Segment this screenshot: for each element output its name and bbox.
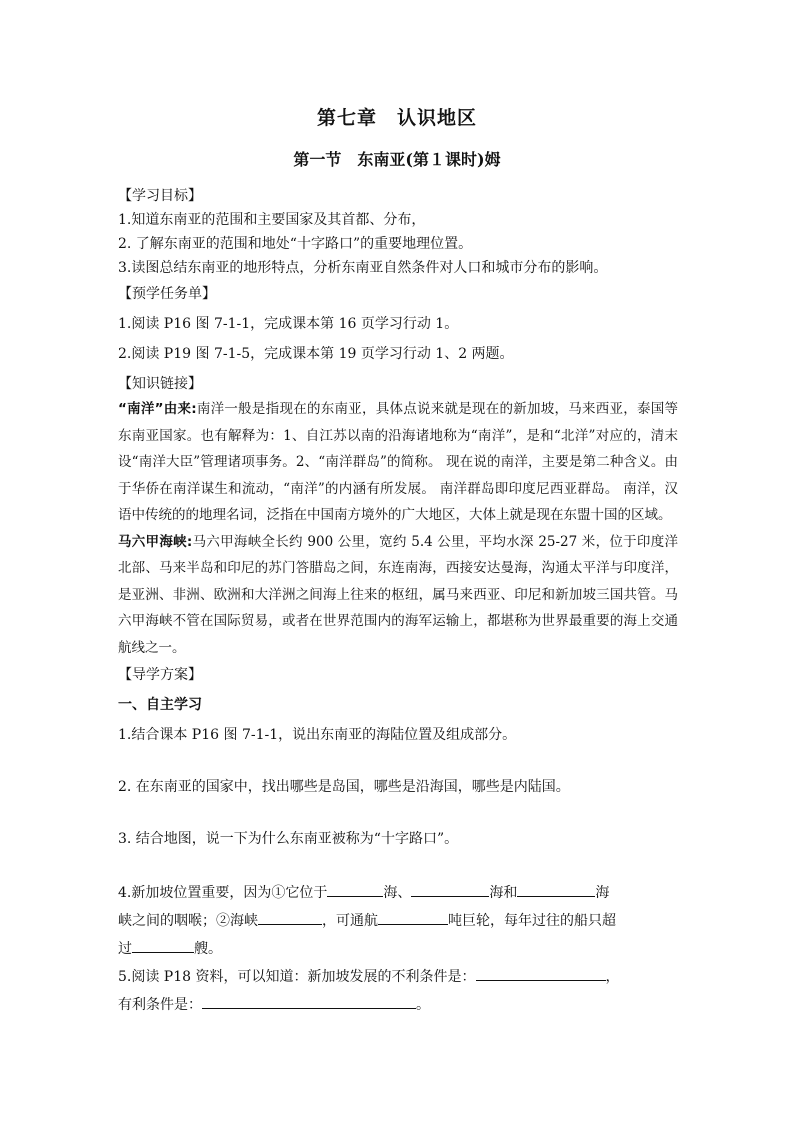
q4-text: 吨巨轮，每年过往的船只超 (448, 913, 616, 929)
answer-blank[interactable] (476, 966, 606, 981)
nanyang-text: 南洋一般是指现在的东南亚，具体点说来就是现在的新加坡，马来西亚，泰国等东南亚国家。也有解释为：1、自江苏以南的沿海诸地称为“南洋”，是和“北洋”对应的，清末设“南洋大臣”管理诸项事务。2、“南洋群岛”的简称。 现在说的南洋，主要是第二种含义。由于华侨在南洋谋生和流动，“南洋”的内涵有所发展。 南洋群岛即印度尼西亚群岛。 南洋，汉语中传统的的地理名词，泛指在中国南方境外的广大地区，大体上就是现在东盟十国的区域。 (118, 401, 679, 523)
malacca-lead: 马六甲海峡: (118, 533, 193, 550)
question-4 (118, 879, 678, 963)
nanyang-lead: “南洋”由来: (118, 401, 197, 417)
q4-text: 4.新加坡位置重要，因为①它位于 (118, 885, 328, 901)
knowledge-heading: 【知识链接】 (118, 376, 202, 392)
objective-item: 2. 了解东南亚的范围和地处“十字路口”的重要地理位置。 (118, 236, 473, 252)
answer-blank[interactable] (202, 994, 416, 1009)
guide-heading: 【导学方案】 (118, 667, 202, 683)
q4-text: 海 (595, 885, 610, 901)
document-body (118, 182, 678, 1019)
q4-text: 过 (118, 941, 132, 957)
answer-blank[interactable] (327, 882, 383, 897)
part-one-heading: 一、自主学习 (118, 697, 202, 713)
answer-blank[interactable] (517, 882, 595, 897)
q4-text: 峡之间的咽喉；②海峡 (118, 913, 258, 929)
preview-item: 2.阅读 P19 图 7-1-5，完成课本第 19 页学习行动 1、2 两题。 (118, 346, 514, 362)
question-3: 3. 结合地图，说一下为什么东南亚被称为“十字路口”。 (118, 831, 459, 847)
answer-blank[interactable] (132, 938, 194, 953)
question-1: 1.结合课本 P16 图 7-1-1，说出东南亚的海陆位置及组成部分。 (118, 727, 517, 743)
objective-item: 3.读图总结东南亚的地形特点，分析东南亚自然条件对人口和城市分布的影响。 (118, 260, 608, 276)
answer-blank[interactable] (378, 910, 448, 925)
objectives-heading: 【学习目标】 (118, 188, 202, 204)
answer-blank[interactable] (411, 882, 489, 897)
objective-item: 1.知道东南亚的范围和主要国家及其首都、分布， (118, 212, 426, 228)
q5-text: 。 (416, 997, 430, 1013)
q4-text: 艘。 (194, 941, 222, 957)
q5-text: ， (605, 969, 620, 985)
chapter-title: 第七章 认识地区 (316, 107, 477, 129)
question-5 (118, 963, 678, 1019)
section-title: 第一节 东南亚(第１课时)姆 (293, 150, 501, 169)
q4-text: 海、 (383, 885, 412, 901)
preview-item: 1.阅读 P16 图 7-1-1，完成课本第 16 页学习行动 1。 (118, 316, 459, 332)
malacca-text: 马六甲海峡全长约 900 公里，宽约 5.4 公里，平均水深 25-27 米，位于印度洋北部、马来半岛和印尼的苏门答腊岛之间，东连南海，西接安达曼海，沟通太平洋与印度洋，是亚洲、非洲、欧洲和大洋洲之间海上往来的枢纽，属马来西亚、印尼和新加坡三国共管。马六甲海峡不管在国际贸易，或者在世界范围内的海军运输上，都堪称为世界最重要的海上交通航线之一。 (118, 533, 678, 656)
malacca-paragraph (118, 529, 678, 662)
answer-blank[interactable] (258, 910, 322, 925)
preview-heading: 【预学任务单】 (118, 286, 216, 302)
q5-text: 有利条件是： (118, 997, 202, 1013)
nanyang-paragraph (118, 396, 678, 529)
q4-text: 海和 (489, 885, 518, 901)
q5-text: 5.阅读 P18 资料，可以知道：新加坡发展的不利条件是： (118, 969, 476, 985)
q4-text: ，可通航 (322, 913, 378, 929)
question-2: 2. 在东南亚的国家中，找出哪些是岛国，哪些是沿海国，哪些是内陆国。 (118, 779, 570, 795)
